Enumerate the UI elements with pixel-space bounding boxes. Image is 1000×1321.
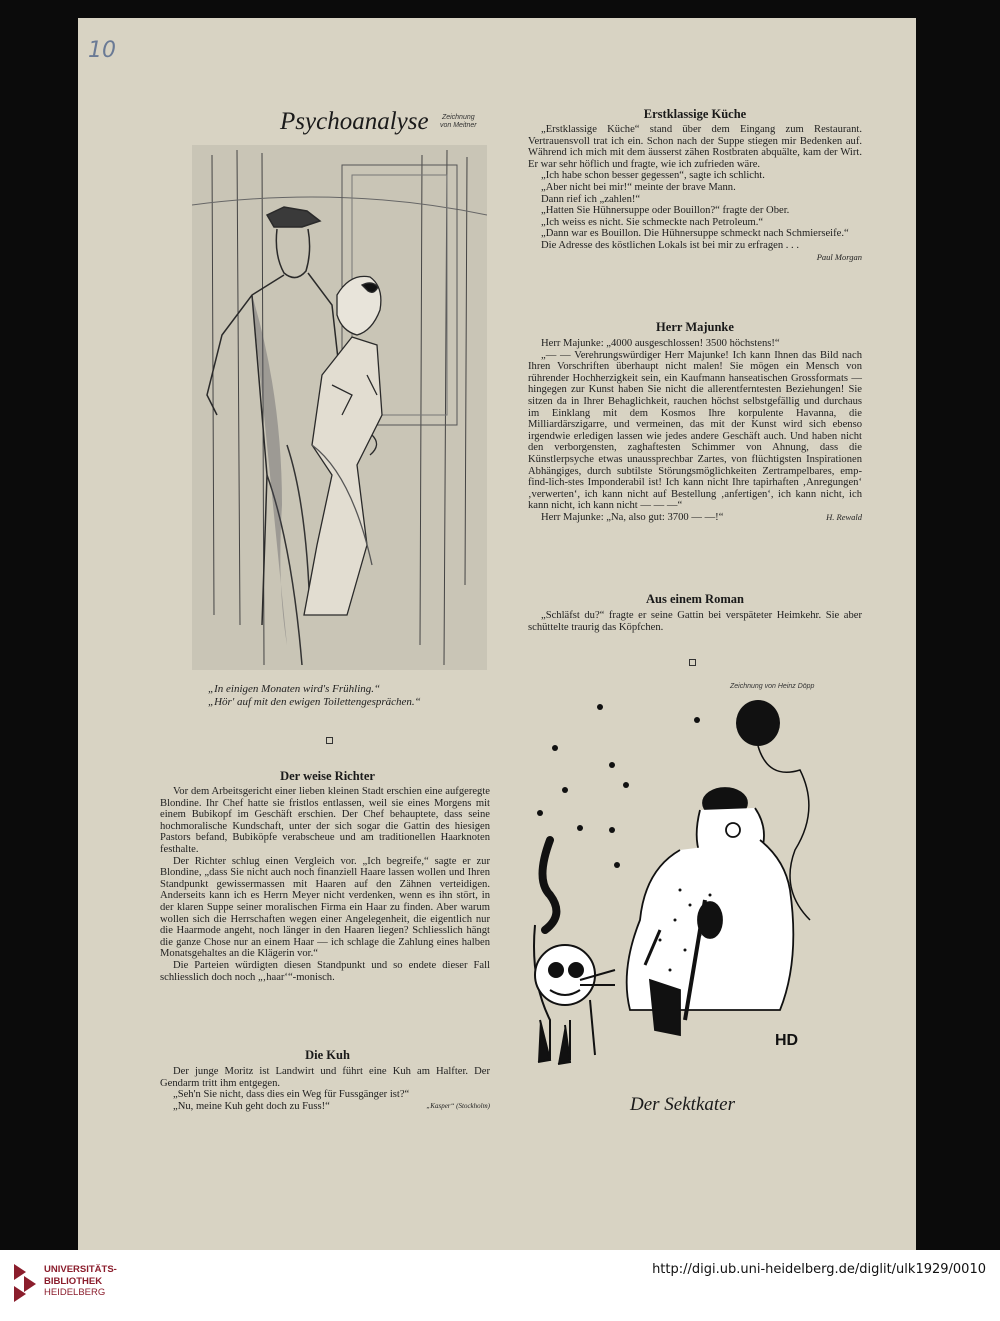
paragraph: Dann rief ich „zahlen!“ [541, 193, 641, 205]
artist-monogram: HD [775, 1032, 799, 1049]
permalink-url[interactable]: http://digi.ub.uni-heidelberg.de/diglit/ulk1929/0010 [652, 1262, 986, 1277]
paragraph-text: „Nu, meine Kuh geht doch zu Fuss!“ [173, 1100, 330, 1112]
paragraph: „Hatten Sie Hühnersuppe oder Bouillon?“ fragte der Ober. [541, 205, 790, 217]
illustration-title: Der Sektkater [630, 1094, 735, 1115]
paragraph: Herr Majunke: „4000 ausgeschlossen! 3500 höchstens!“ [541, 338, 780, 349]
article-heading: Der weise Richter [280, 769, 375, 783]
paragraph: „Schläfst du?“ fragte er seine Gattin bei verspäteter Heimkehr. Sie aber schüttelte traurig das Köpfchen. [528, 610, 862, 633]
page-number: 10 [88, 38, 116, 63]
article-heading: Erstklassige Küche [643, 107, 747, 121]
sektkater-drawing [520, 690, 860, 1090]
article-heading: Aus einem Roman [646, 592, 744, 606]
paragraph: „— — Verehrungswürdiger Herr Majunke! Ich kann Ihnen das Bild nach Ihren Vorschriften überhaupt nicht malen! Sie mögen ein Mensch von rührender Hochherzigkeit sein, ein Kaufmann hanseatischen Grossformats — hingegen zur Kunst haben Sie nicht die allerentferntesten Beziehungen! Sie sitzen da in Ihrer Behaglichkeit, rauchen höchst selbstgefällig und durchaus im Einklang mit dem Kosmos Ihre korpulente Havanna, die Milliardärszigarre, und vermeinen, das mit der Kunst wird sich ebenso irgendwie erledigen lassen wie jedes andere Geschäft auch. Und haben nicht den verborgensten, zaghaftesten Schimmer von Ahnung, dass die Künstlerpsyche etwas unaussprechbar Zartes, von flüchtigsten Inspirationen Abhängiges, durch subtilste Störungsmöglichkeiten Zertrampelbares, emp-find-lich-stes Imponderabil ist! Ich kann nicht Ihre tapirhaften ‚Anregungen‘ ‚verwerten‘, ich kann nicht auf Bestellung ‚anfertigen‘, ich kann nicht, ich kann nicht, ich kann nicht — — —“ [528, 349, 862, 512]
section-separator [326, 737, 333, 744]
illustration-title: Psychoanalyse [280, 108, 429, 135]
paragraph: Der junge Moritz ist Landwirt und führt eine Kuh am Halfter. Der Gendarm tritt ihm entgegen. [160, 1066, 490, 1089]
library-name-line: BIBLIOTHEK [44, 1275, 103, 1287]
library-name-line: UNIVERSITÄTS- [44, 1264, 117, 1275]
footer-bar [0, 1250, 1000, 1321]
paragraph: „Ich habe schon besser gegessen“, sagte ich schlicht. [541, 170, 765, 182]
article-heading: Herr Majunke [656, 320, 734, 334]
caption-line: „Hör' auf mit den ewigen Toilettengesprächen.“ [208, 696, 421, 708]
article-signature: „Kasper“ (Stockholm) [426, 1101, 490, 1110]
paragraph: Der Richter schlug einen Vergleich vor. „Ich begreife,“ sagte er zur Blondine, „dass Sie nicht auch noch finanziell Haare lassen wollen und Ihren Standpunkt gewissermassen mit Haaren auf den Zähnen verteidigen. Anderseits kann ich es Herrn Meyer nicht verdenken, wenn es ihn stört, in der klaren Suppe seiner moralischen Firma ein Haar zu finden. Aber warum wollen sich die Herrschaften wegen einer Angelegenheit, die eigentlich nur die Haarmode angeht, noch länger in den Haaren liegen? Schliesslich hängt die ganze Chose nur an einem Haar — ich schlage die Zahlung eines halben Monatsgehaltes an die Klägerin vor.“ [160, 855, 490, 960]
article-heading: Die Kuh [305, 1048, 350, 1062]
article-kuh [160, 1066, 490, 1112]
paragraph: „Aber nicht bei mir!“ meinte der brave Mann. [541, 181, 736, 193]
paragraph: „Seh'n Sie nicht, dass dies ein Weg für Fussgänger ist?“ [173, 1089, 410, 1101]
article-roman [528, 610, 862, 633]
psychoanalyse-drawing [192, 145, 487, 670]
credit-line: Zeichnung [441, 114, 475, 121]
illustration-credit [440, 114, 477, 130]
article-signature: Paul Morgan [816, 251, 862, 262]
article-richter [160, 786, 490, 983]
section-separator [689, 659, 696, 666]
paragraph: „Ich weiss es nicht. Sie schmeckte nach Petroleum.“ [541, 216, 764, 228]
credit-line: von Meitner [440, 122, 477, 129]
couple-sketch-icon [192, 145, 487, 670]
library-logo[interactable] [12, 1262, 38, 1304]
article-signature: H. Rewald [826, 511, 862, 522]
library-name[interactable] [44, 1264, 117, 1299]
paragraph: „Dann war es Bouillon. Die Hühnersuppe schmeckt nach Schmierseife.“ [541, 228, 849, 240]
article-kueche [528, 124, 862, 263]
illustration-caption [208, 683, 421, 709]
caption-line: „In einigen Monaten wird's Frühling.“ [208, 683, 381, 695]
illustration-credit: Zeichnung von Heinz Döpp [730, 683, 815, 690]
article-majunke [528, 338, 862, 524]
paragraph: Die Parteien würdigten diesen Standpunkt und so endete dieser Fall schliesslich doch noch „‚haar‘“-monisch. [160, 959, 490, 983]
paragraph: Vor dem Arbeitsgericht einer lieben kleinen Stadt erschien eine aufgeregte Blondine. Ihr Chef hatte sie fristlos entlassen, weil sie eines Morgens mit einem Bubikopf im Geschäft erschien. Der Chef behauptete, dass seine hochmoralische Kundschaft, unter der sich sogar die Gattin des hiesigen Pastors befand, Bubiköpfe verabscheue und am traditionellen Haarknoten festhalte. [160, 786, 490, 855]
paragraph-text: Herr Majunke: „Na, also gut: 3700 — —!“ [541, 511, 724, 523]
paragraph [528, 512, 862, 524]
library-name-line: HEIDELBERG [44, 1287, 106, 1298]
paragraph: „Erstklassige Küche“ stand über dem Eingang zum Restaurant. Vertrauensvoll trat ich ein. Schon nach der Suppe stiegen mir Bedenken auf. Während ich mich mit dem äusserst zähen Rostbraten abquälte, kam der Wirt. Er war sehr höflich und fragte, wie ich zufrieden wäre. [528, 124, 862, 170]
cat-and-man-icon [520, 690, 860, 1090]
paragraph [160, 1101, 490, 1113]
university-logo-icon [12, 1262, 38, 1304]
paragraph: Die Adresse des köstlichen Lokals ist bei mir zu erfragen . . . [541, 239, 800, 251]
